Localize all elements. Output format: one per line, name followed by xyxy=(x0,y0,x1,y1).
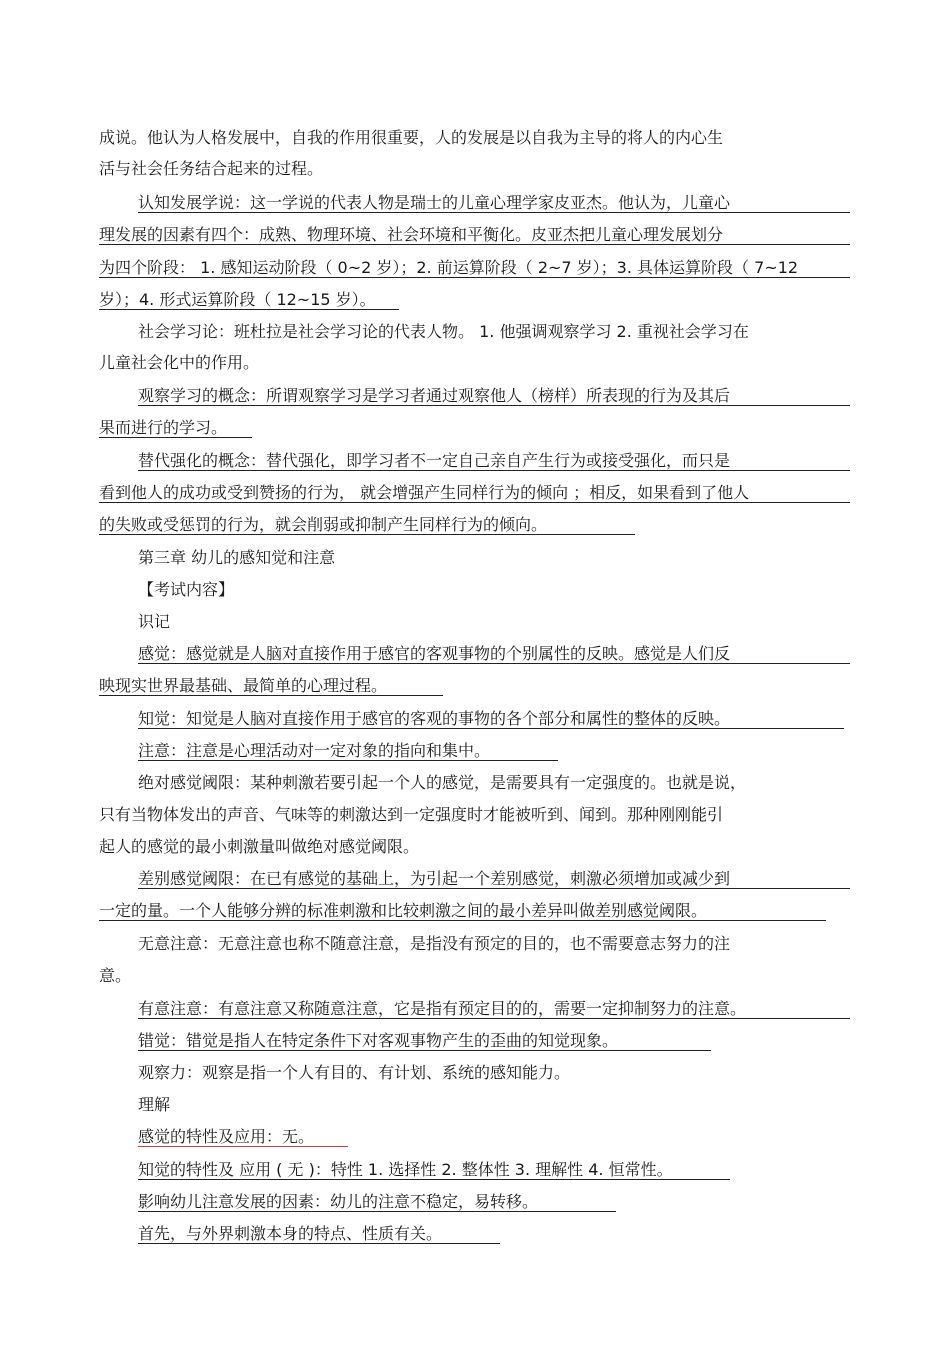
chapter-heading: 第三章 幼儿的感知觉和注意 xyxy=(138,548,336,567)
text-line: 观察学习的概念：所谓观察学习是学习者通过观察他人（榜样）所表现的行为及其后 xyxy=(138,386,731,405)
underline xyxy=(99,534,635,535)
text-line: 映现实世界最基础、最简单的心理过程。 xyxy=(99,676,388,695)
text-line: 看到他人的成功或受到赞扬的行为， 就会增强产生同样行为的倾向 ；相反，如果看到了他人 xyxy=(99,483,750,502)
text-line: 一定的量。一个人能够分辨的标准刺激和比较刺激之间的最小差异叫做差别感觉阈限。 xyxy=(99,901,708,920)
text-line: 感觉：感觉就是人脑对直接作用于感官的客观事物的个别属性的反映。感觉是人们反 xyxy=(138,644,731,663)
underline xyxy=(99,502,850,503)
underline xyxy=(138,405,850,406)
subsection-heading: 理解 xyxy=(138,1095,171,1114)
text-line: 认知发展学说：这一学说的代表人物是瑞士的儿童心理学家皮亚杰。他认为，儿童心 xyxy=(138,193,731,212)
underline xyxy=(138,470,850,471)
underline xyxy=(138,212,850,213)
underline xyxy=(99,920,826,921)
underline xyxy=(138,1211,616,1212)
underline xyxy=(138,1179,730,1180)
text-line: 岁）；4. 形式运算阶段（ 12~15 岁）。 xyxy=(99,290,376,309)
text-line: 意。 xyxy=(99,966,132,985)
text-line: 错觉：错觉是指人在特定条件下对客观事物产生的歪曲的知觉现象。 xyxy=(138,1031,619,1050)
underline xyxy=(138,728,844,729)
text-line: 首先，与外界刺激本身的特点、性质有关。 xyxy=(138,1224,443,1243)
text-line: 知觉：知觉是人脑对直接作用于感官的客观的事物的各个部分和属性的整体的反映。 xyxy=(138,709,731,728)
text-line: 无意注意：无意注意也称不随意注意，是指没有预定的目的，也不需要意志努力的注 xyxy=(138,934,731,953)
text-line: 影响幼儿注意发展的因素：幼儿的注意不稳定，易转移。 xyxy=(138,1192,539,1211)
underline xyxy=(99,437,252,438)
text-line: 起人的感觉的最小刺激量叫做绝对感觉阈限。 xyxy=(99,837,420,856)
text-line: 社会学习论：班杜拉是社会学习论的代表人物。 1. 他强调观察学习 2. 重视社会学习在 xyxy=(138,322,749,341)
underline xyxy=(138,1050,711,1051)
subsection-heading: 识记 xyxy=(138,612,171,631)
text-line: 活与社会任务结合起来的过程。 xyxy=(99,159,324,178)
text-line: 有意注意：有意注意又称随意注意，它是指有预定目的的，需要一定抑制努力的注意。 xyxy=(138,999,747,1018)
underline xyxy=(99,277,850,278)
text-line: 成说。他认为人格发展中，自我的作用很重要，人的发展是以自我为主导的将人的内心生 xyxy=(99,128,724,147)
underline xyxy=(99,309,399,310)
text-line: 理发展的因素有四个：成熟、物理环境、社会环境和平衡化。皮亚杰把儿童心理发展划分 xyxy=(99,225,724,244)
text-line: 差别感觉阈限：在已有感觉的基础上，为引起一个差别感觉，刺激必须增加或减少到 xyxy=(138,869,731,888)
underline xyxy=(138,1146,348,1147)
text-line: 注意：注意是心理活动对一定对象的指向和集中。 xyxy=(138,741,491,760)
underline xyxy=(138,888,850,889)
text-line: 为四个阶段： 1. 感知运动阶段（ 0~2 岁）；2. 前运算阶段（ 2~7 岁）；3. 具体运算阶段（ 7~12 xyxy=(99,258,799,277)
text-line: 儿童社会化中的作用。 xyxy=(99,353,260,372)
text-line: 观察力：观察是指一个人有目的、有计划、系统的感知能力。 xyxy=(138,1063,571,1082)
text-line: 绝对感觉阈限：某种刺激若要引起一个人的感觉，是需要具有一定强度的。也就是说， xyxy=(138,773,747,792)
text-line: 感觉的特性及应用：无。 xyxy=(138,1127,315,1146)
text-line: 只有当物体发出的声音、气味等的刺激达到一定强度时才能被听到、闻到。那种刚刚能引 xyxy=(99,805,724,824)
text-line: 知觉的特性及 应用 ( 无 )：特性 1. 选择性 2. 整体性 3. 理解性 4. 恒常性。 xyxy=(138,1160,673,1179)
section-heading: 【考试内容】 xyxy=(138,580,235,599)
underline xyxy=(99,695,443,696)
underline xyxy=(138,760,558,761)
underline xyxy=(138,1018,850,1019)
text-line: 的失败或受惩罚的行为，就会削弱或抑制产生同样行为的倾向。 xyxy=(99,515,548,534)
underline xyxy=(99,244,850,245)
underline xyxy=(138,1243,500,1244)
underline xyxy=(138,663,850,664)
text-line: 替代强化的概念：替代强化，即学习者不一定自己亲自产生行为或接受强化，而只是 xyxy=(138,451,731,470)
text-line: 果而进行的学习。 xyxy=(99,418,228,437)
